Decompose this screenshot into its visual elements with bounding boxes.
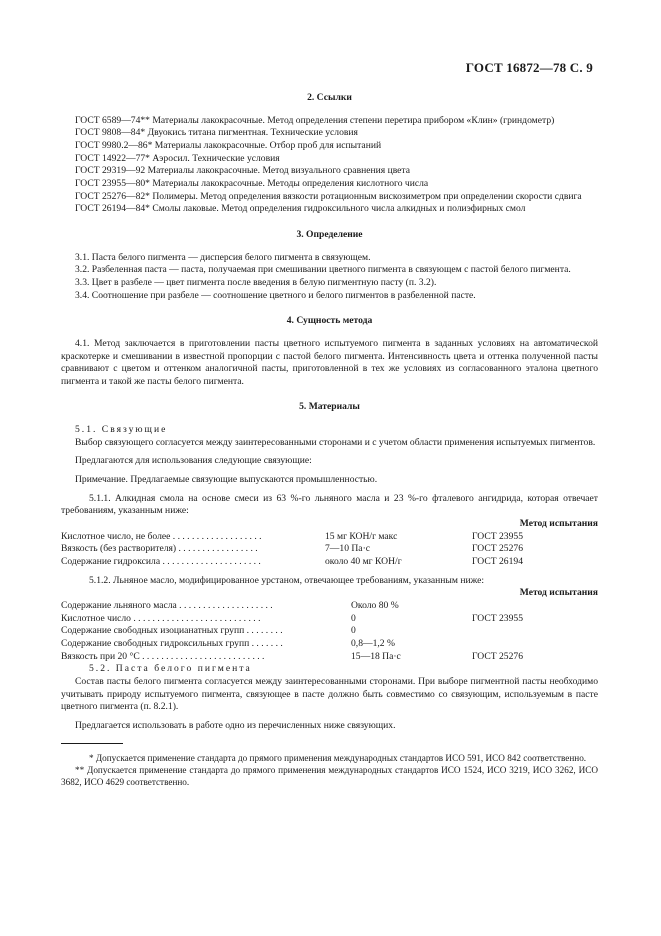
method-header: Метод испытания: [519, 518, 598, 530]
section-2-title: 2. Ссылки: [307, 92, 352, 103]
reference-item: ГОСТ 25276—82* Полимеры. Метод определения вязкости ротационным вискозиметром при определении скорости сдвига: [75, 190, 582, 202]
table-cell-method: [472, 638, 598, 651]
reference-item: ГОСТ 26194—84* Смолы лаковые. Метод определения гидроксильного числа алкидных и полиэфирных смол: [75, 203, 526, 215]
table-cell-method: [472, 625, 598, 638]
table-row: [61, 556, 598, 569]
white-paste-offer: Предлагается использовать в работе одно из перечисленных ниже связующих.: [75, 719, 396, 731]
binder-note: Примечание. Предлагаемые связующие выпускаются промышленностью.: [75, 474, 378, 486]
definition-item: 3.2. Разбеленная паста — паста, получаемая при смешивании цветного пигмента в связующем с пастой белого пигмента.: [75, 264, 571, 276]
page-content: [61, 92, 598, 788]
table-cell-method: ГОСТ 23955: [472, 530, 523, 542]
section-4-title: 4. Сущность метода: [286, 315, 373, 327]
binder-offer-text: Предлагаются для использования следующие связующие:: [75, 455, 312, 467]
table-cell-name: Содержание льняного масла . . . . . . . . . . . . . . . . . . . .: [61, 600, 273, 611]
table-cell-name: Кислотное число . . . . . . . . . . . . . . . . . . . . . . . . . . .: [61, 612, 261, 624]
table-row: [61, 625, 598, 638]
alkyd-resin-text: 5.1.1. Алкидная смола на основе смеси из 63 %-го льняного масла и 23 %-го фталевого ангидрида, которая отвечает требованиям, указанным ниже:: [61, 492, 598, 517]
reference-item: ГОСТ 29319—92 Материалы лакокрасочные. Метод визуального сравнения цвета: [75, 165, 411, 177]
table-cell-value: Около 80 %: [351, 600, 399, 611]
table-cell-name: Содержание свободных гидроксильных групп . . . . . . .: [61, 637, 283, 649]
section-5-title: 5. Материалы: [299, 401, 360, 413]
table-cell-name: Кислотное число, не более . . . . . . . . . . . . . . . . . . .: [61, 530, 262, 542]
table-row: [61, 613, 598, 626]
table-row: [61, 531, 598, 544]
table-row: [61, 638, 598, 651]
subsection-5-2-label: 5.2. Паста белого пигмента: [89, 663, 252, 675]
linseed-requirements-table: [61, 600, 598, 663]
white-paste-text: Состав пасты белого пигмента согласуется между заинтересованными сторонами. При выборе пигментной пасты необходимо учитывать природу испытуемого пигмента, связующее в пасте должно быть совместимо со связующим, используемым в пасте цветного пигмента (п. 8.2.1).: [61, 675, 598, 713]
table-cell-method: ГОСТ 25276: [472, 543, 523, 555]
table-cell-method: ГОСТ 23955: [472, 612, 523, 624]
table-row: [61, 600, 598, 613]
table-row: [61, 651, 598, 664]
table-cell-method: [472, 600, 598, 613]
table-cell-value: около 40 мг КОН/г: [325, 556, 402, 568]
definition-item: 3.4. Соотношение при разбеле — соотношение цветного и белого пигментов в разбеленной пасте.: [75, 289, 476, 301]
table-cell-method: ГОСТ 25276: [472, 650, 523, 662]
table-cell-name: Вязкость (без растворителя) . . . . . . . . . . . . . . . . .: [61, 543, 258, 555]
table-cell-name: Вязкость при 20 °С . . . . . . . . . . . . . . . . . . . . . . . . . .: [61, 650, 265, 662]
footnote: * Допускается применение стандарта до прямого применения международных стандартов ИСО 591, ИСО 842 соответственно.: [89, 752, 587, 763]
section-3-title: 3. Определение: [296, 228, 363, 240]
page-header: ГОСТ 16872—78 С. 9: [465, 60, 593, 75]
table-cell-name: Содержание гидроксила . . . . . . . . . . . . . . . . . . . . .: [61, 556, 261, 568]
reference-item: ГОСТ 14922—77* Аэросил. Технические условия: [75, 152, 280, 164]
definition-item: 3.3. Цвет в разбеле — цвет пигмента после введения в белую пигментную пасту (п. 3.2).: [75, 276, 437, 288]
definition-item: 3.1. Паста белого пигмента — дисперсия белого пигмента в связующем.: [75, 251, 371, 263]
footnote-divider: [61, 743, 123, 744]
table-cell-value: 15 мг КОН/г макс: [325, 530, 398, 542]
table-cell-value: 0: [351, 612, 356, 624]
linseed-oil-text: 5.1.2. Льняное масло, модифицированное урстаном, отвечающее требованиям, указанным ниже:: [89, 574, 485, 586]
reference-item: ГОСТ 6589—74** Материалы лакокрасочные. Метод определения степени перетира прибором «Клин» (гриндометр): [75, 114, 555, 126]
table-cell-value: 0: [351, 625, 356, 637]
binder-selection-text: Выбор связующего согласуется между заинтересованными сторонами и с учетом области применения испытуемых пигментов.: [75, 436, 596, 448]
table-cell-value: 7—10 Па·с: [325, 543, 371, 555]
method-essence-text: 4.1. Метод заключается в приготовлении пасты цветного испытуемого пигмента в заданных условиях на автоматической краскотерке и смешивании в известной пропорции с пастой белого пигмента. Интенсивность цвета и оттенка полученной пасты сравнивают с цветом и оттенком аналогичной пасты, приготовленной в тех же условиях из согласованного эталона цветного пигмента и такой же пасты белого пигмента.: [61, 337, 598, 387]
method-header: Метод испытания: [519, 587, 598, 599]
footnote: ** Допускается применение стандарта до прямого применения международных стандартов ИСО 1524, ИСО 3219, ИСО 3262, ИСО 3682, ИСО 4629 соответственно.: [61, 764, 598, 787]
reference-item: ГОСТ 23955—80* Материалы лакокрасочные. Методы определения кислотного числа: [75, 177, 429, 189]
reference-item: ГОСТ 9808—84* Двуокись титана пигментная. Технические условия: [75, 127, 358, 139]
table-row: [61, 543, 598, 556]
table-cell-value: 15—18 Па·с: [351, 650, 401, 662]
alkyd-requirements-table: [61, 531, 598, 569]
reference-item: ГОСТ 9980.2—86* Материалы лакокрасочные. Отбор проб для испытаний: [75, 139, 382, 151]
table-cell-method: ГОСТ 26194: [472, 556, 523, 568]
table-cell-name: Содержание свободных изоцианатных групп . . . . . . . .: [61, 625, 283, 637]
table-cell-value: 0,8—1,2 %: [351, 637, 395, 649]
subsection-5-1-label: 5.1. Связующие: [75, 424, 168, 436]
